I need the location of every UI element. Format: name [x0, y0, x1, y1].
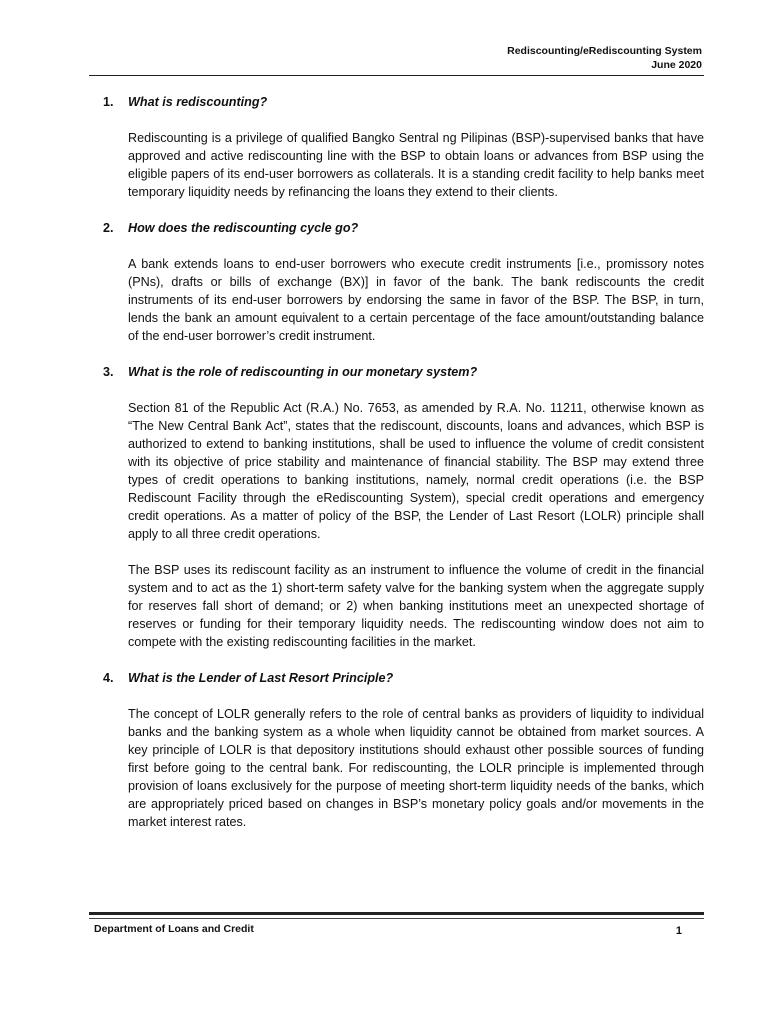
question-number: 2.: [103, 221, 114, 235]
question-heading-2: [103, 219, 704, 237]
footer-divider-thick: [89, 912, 704, 915]
question-heading-3: [103, 363, 704, 381]
footer-divider-thin: [89, 918, 704, 919]
question-text: What is the Lender of Last Resort Principle?: [128, 671, 394, 685]
question-number: 4.: [103, 671, 114, 685]
header-date: June 2020: [651, 59, 702, 71]
question-number: 1.: [103, 95, 114, 109]
question-number: 3.: [103, 365, 114, 379]
page-number: 1: [675, 925, 682, 937]
document-body: [103, 93, 704, 831]
question-text: How does the rediscounting cycle go?: [128, 221, 359, 235]
answer-paragraph: The concept of LOLR generally refers to the role of central banks as providers of liquidity to individual banks and the banking system as a whole when liquidity cannot be obtained from market sources. A key principle of LOLR is that depository institutions should exhaust other possible sources of funding first before going to the central bank. For rediscounting, the LOLR principle is implemented through provision of loans exclusively for the purpose of meeting short-term liquidity needs of the banks, which are appropriately priced based on changes in BSP’s monetary policy goals and/or movements in the market interest rates.: [128, 707, 704, 829]
header-divider: [89, 75, 704, 76]
answer-paragraph: Section 81 of the Republic Act (R.A.) No. 7653, as amended by R.A. No. 11211, otherwise known as “The New Central Bank Act”, states that the rediscount, discounts, loans and advances, which BSP is authorized to extend to banking institutions, shall be used to influence the volume of credit consistent with its objective of price stability and maintenance of financial stability. The BSP may extend three types of credit operations to banking institutions, namely, normal credit operations (i.e. the BSP Rediscount Facility through the eRediscounting System), special credit operations and emergency credit operations. As a matter of policy of the BSP, the Lender of Last Resort (LOLR) principle shall apply to all three credit operations.: [128, 401, 704, 541]
footer-department: Department of Loans and Credit: [94, 923, 254, 935]
header-system-title: Rediscounting/eRediscounting System: [507, 45, 702, 57]
question-heading-1: [103, 93, 704, 111]
question-text: What is the role of rediscounting in our monetary system?: [128, 365, 478, 379]
answer-paragraph: The BSP uses its rediscount facility as an instrument to influence the volume of credit in the financial system and to act as the 1) short-term safety valve for the banking system when the aggregate supply for reserves fall short of demand; or 2) when banking institutions meet an unexpected shortage of reserves or funding for their temporary liquidity needs. The rediscounting window does not aim to compete with the existing rediscounting facilities in the market.: [128, 563, 704, 649]
question-text: What is rediscounting?: [128, 95, 268, 109]
question-heading-4: [103, 669, 704, 687]
answer-paragraph: A bank extends loans to end-user borrowers who execute credit instruments [i.e., promissory notes (PNs), drafts or bills of exchange (BX)] in favor of the bank. The bank rediscounts the credit instruments of its end-user borrowers by endorsing the same in favor of the BSP. The BSP, in turn, lends the bank an amount equivalent to a certain percentage of the face amount/outstanding balance of the end-user borrower’s credit instrument.: [128, 257, 704, 343]
answer-paragraph: Rediscounting is a privilege of qualified Bangko Sentral ng Pilipinas (BSP)-supervised banks that have approved and active rediscounting line with the BSP to obtain loans or advances from BSP using the eligible papers of its end-user borrowers as collaterals. It is a standing credit facility to help banks meet temporary liquidity needs by refinancing the loans they extend to their clients.: [128, 131, 704, 199]
page-header: [507, 44, 702, 72]
